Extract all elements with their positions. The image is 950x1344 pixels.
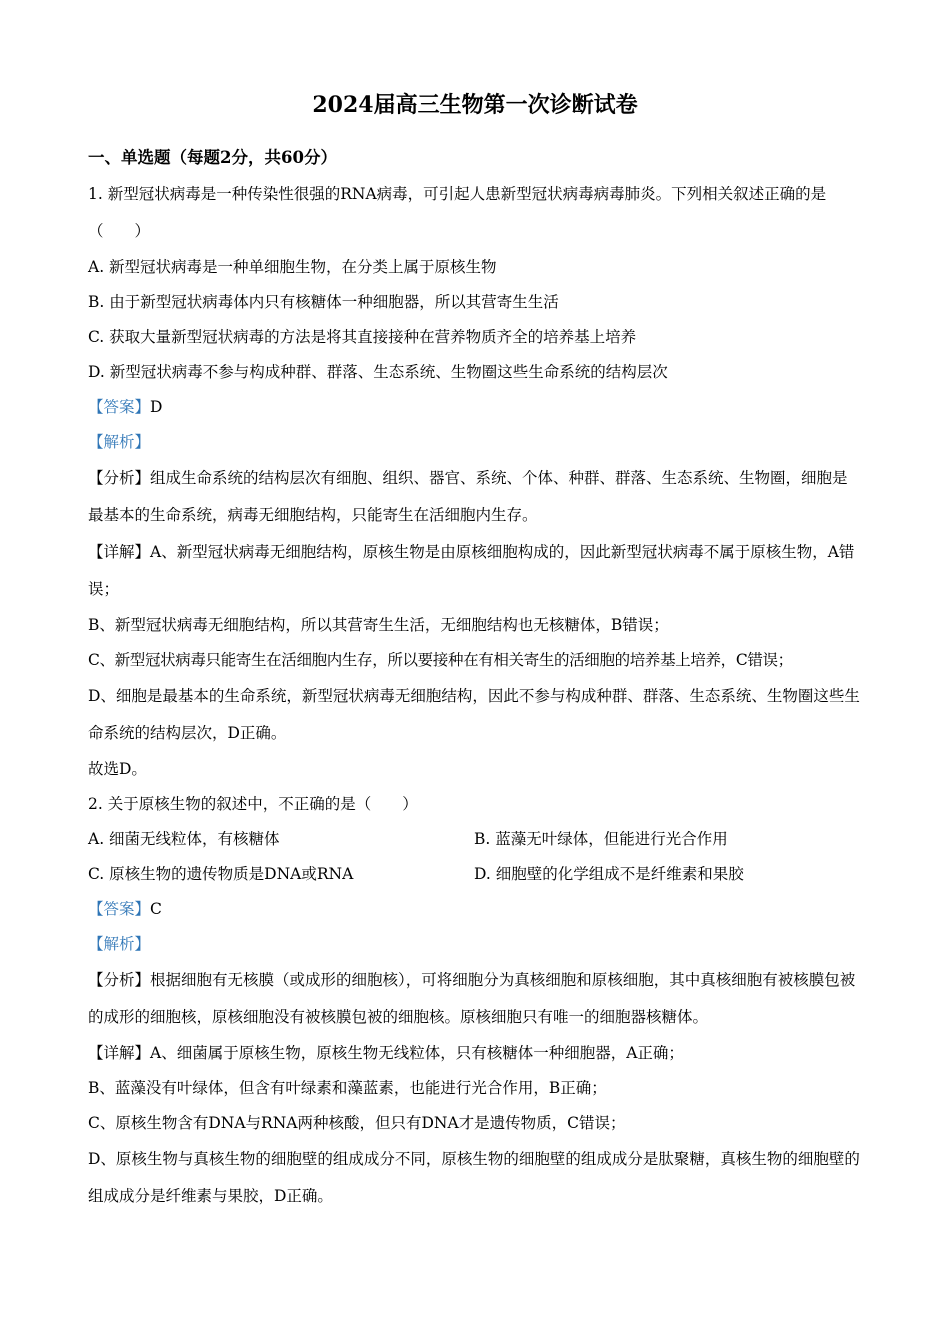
answer-value: D: [150, 398, 163, 416]
question-1-detail-b: B、新型冠状病毒无细胞结构，所以其营寄生生活，无细胞结构也无核糖体，B错误；: [88, 616, 669, 634]
question-1-detail-a: 【详解】A、新型冠状病毒无细胞结构，原核生物是由原核细胞构成的，因此新型冠状病毒不属于原核生物，A错误；: [88, 543, 855, 598]
question-1-answer: [88, 390, 860, 425]
question-1-analysis-label: 【解析】: [88, 433, 151, 451]
question-1-stem: 1. 新型冠状病毒是一种传染性很强的RNA病毒，可引起人患新型冠状病毒病毒肺炎。下列相关叙述正确的是（ ）: [88, 185, 827, 240]
question-2-options-row-2: [88, 857, 860, 892]
answer-value: C: [150, 900, 162, 918]
question-2-option-b: B. 蓝藻无叶绿体，但能进行光合作用: [474, 830, 728, 848]
question-2-option-c: C. 原核生物的遗传物质是DNA或RNA: [88, 865, 354, 883]
question-2-option-a: A. 细菌无线粒体，有核糖体: [88, 830, 280, 848]
content-body: [88, 176, 860, 1215]
question-1-detail-c: C、新型冠状病毒只能寄生在活细胞内生存，所以要接种在有相关寄生的活细胞的培养基上培养，C错误；: [88, 651, 793, 669]
question-2-detail-a: 【详解】A、细菌属于原核生物，原核生物无线粒体，只有核糖体一种细胞器，A正确；: [88, 1044, 684, 1062]
page-title: 2024届高三生物第一次诊断试卷: [312, 92, 638, 118]
answer-label: 【答案】: [88, 398, 151, 416]
question-1-detail-d: D、细胞是最基本的生命系统，新型冠状病毒无细胞结构，因此不参与构成种群、群落、生态系统、生物圈这些生命系统的结构层次，D正确。: [88, 687, 860, 742]
question-2-detail-d: D、原核生物与真核生物的细胞壁的组成成分不同，原核生物的细胞壁的组成成分是肽聚糖，真核生物的细胞壁的组成成分是纤维素与果胶，D正确。: [88, 1150, 860, 1205]
question-1-fenxi: 【分析】组成生命系统的结构层次有细胞、组织、器官、系统、个体、种群、群落、生态系统、生物圈，细胞是最基本的生命系统，病毒无细胞结构，只能寄生在活细胞内生存。: [88, 469, 848, 524]
question-2-options-row-1: [88, 822, 860, 857]
question-1-option-d: D. 新型冠状病毒不参与构成种群、群落、生态系统、生物圈这些生命系统的结构层次: [88, 363, 668, 381]
question-1-option-a: A. 新型冠状病毒是一种单细胞生物，在分类上属于原核生物: [88, 258, 497, 276]
question-1-option-b: B. 由于新型冠状病毒体内只有核糖体一种细胞器，所以其营寄生生活: [88, 293, 559, 311]
question-1-conclusion: 故选D。: [88, 760, 147, 778]
answer-label: 【答案】: [88, 900, 151, 918]
section-heading: 一、单选题（每题2分，共60分）: [88, 148, 337, 167]
question-2-fenxi: 【分析】根据细胞有无核膜（或成形的细胞核），可将细胞分为真核细胞和原核细胞，其中真核细胞有被核膜包被的成形的细胞核，原核细胞没有被核膜包被的细胞核。原核细胞只有唯一的细胞器核糖体。: [88, 971, 856, 1026]
question-1-option-c: C. 获取大量新型冠状病毒的方法是将其直接接种在营养物质齐全的培养基上培养: [88, 328, 637, 346]
question-2-answer: [88, 892, 860, 927]
question-2-detail-c: C、原核生物含有DNA与RNA两种核酸，但只有DNA才是遗传物质，C错误；: [88, 1114, 626, 1132]
question-2-option-d: D. 细胞壁的化学组成不是纤维素和果胶: [474, 865, 744, 883]
question-2-detail-b: B、蓝藻没有叶绿体，但含有叶绿素和藻蓝素，也能进行光合作用，B正确；: [88, 1079, 607, 1097]
question-2-analysis-label: 【解析】: [88, 935, 151, 953]
question-2-stem: 2. 关于原核生物的叙述中，不正确的是（ ）: [88, 795, 418, 813]
